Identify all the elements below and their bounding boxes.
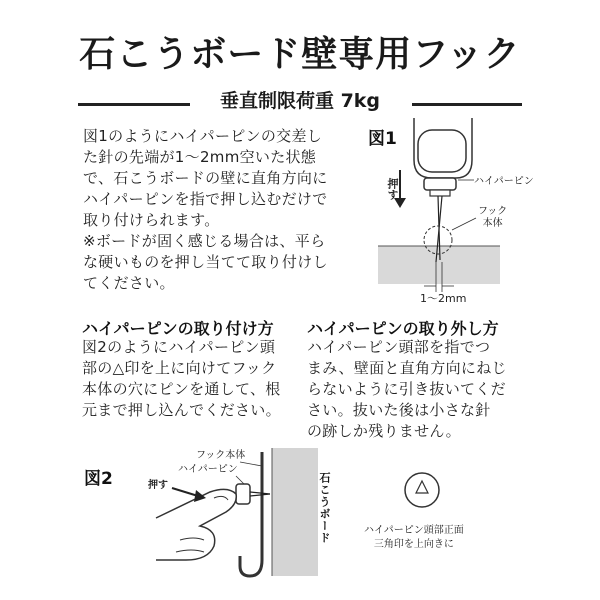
fig1-push-text: 押す: [386, 178, 399, 200]
intro-line: ※ボードが固く感じる場合は、平ら: [83, 232, 326, 250]
subtitle-text: 垂直制限荷重 7kg: [208, 90, 392, 112]
attach-line: 本体の穴にピンを通して、根: [82, 380, 281, 398]
remove-line: まみ、壁面と直角方向にねじ: [307, 359, 507, 377]
fig1-label: 図1: [368, 129, 397, 149]
pin-head-caption-line: ハイパーピン頭部正面: [364, 525, 464, 536]
intro-line: で、石こうボードの壁に直角方向に: [83, 169, 328, 187]
intro-line: な硬いものを押し当てて取り付けし: [83, 253, 328, 271]
attach-line: 部の△印を上に向けてフック: [82, 359, 277, 377]
fig2-pin-head: [236, 484, 250, 504]
fig2-board-label: 石こうボード: [318, 472, 331, 544]
fig2-hook-leader: [240, 462, 262, 466]
remove-line: さい。抜いた後は小さな針: [307, 401, 491, 419]
fig2-pin-leader: [236, 476, 244, 484]
pin-head-caption-line: 三角印を上向きに: [373, 539, 454, 550]
intro-line: ハイパーピンを指で押し込むだけで: [83, 190, 328, 208]
fig2-hook-label: フック本体: [196, 450, 246, 461]
fig2-push-arrow: [172, 488, 198, 496]
fig1-gap-label: 1〜2mm: [420, 292, 467, 305]
intro-line: てください。: [83, 274, 175, 292]
pin-head-caption: [364, 524, 464, 552]
intro-line: 取り付けられます。: [83, 211, 220, 229]
fig2-hook: [240, 452, 262, 576]
fig2-board: [272, 448, 318, 576]
remove-line: らないように引き抜いてくだ: [307, 380, 506, 398]
remove-heading: ハイパーピンの取り外し方: [307, 319, 499, 338]
fig2-label: 図2: [84, 469, 113, 489]
fig2-needle: [250, 494, 270, 496]
attach-line: 図2のようにハイパーピン頭: [82, 338, 276, 356]
fig1-hook-text: 本体: [482, 218, 503, 229]
attach-line: 元まで押し込んでください。: [82, 401, 281, 419]
fig1-hook-text: フック: [478, 206, 508, 217]
fig2-push-label: 押す: [148, 480, 168, 491]
pin-head-front-circle: [405, 473, 439, 507]
intro-line: た針の先端が1〜2mm空いた状態: [83, 148, 317, 166]
attach-heading: ハイパーピンの取り付け方: [82, 319, 274, 338]
intro-line: 図1のようにハイパーピンの交差し: [83, 127, 323, 145]
fig2-pin-label: ハイパーピン: [178, 464, 238, 475]
remove-line: ハイパーピン頭部を指でつ: [307, 338, 491, 356]
fig1-pin-label: ハイパーピン: [474, 176, 534, 187]
remove-line: の跡しか残りません。: [307, 422, 461, 440]
page-title: 石こうボード壁専用フック: [79, 34, 521, 75]
